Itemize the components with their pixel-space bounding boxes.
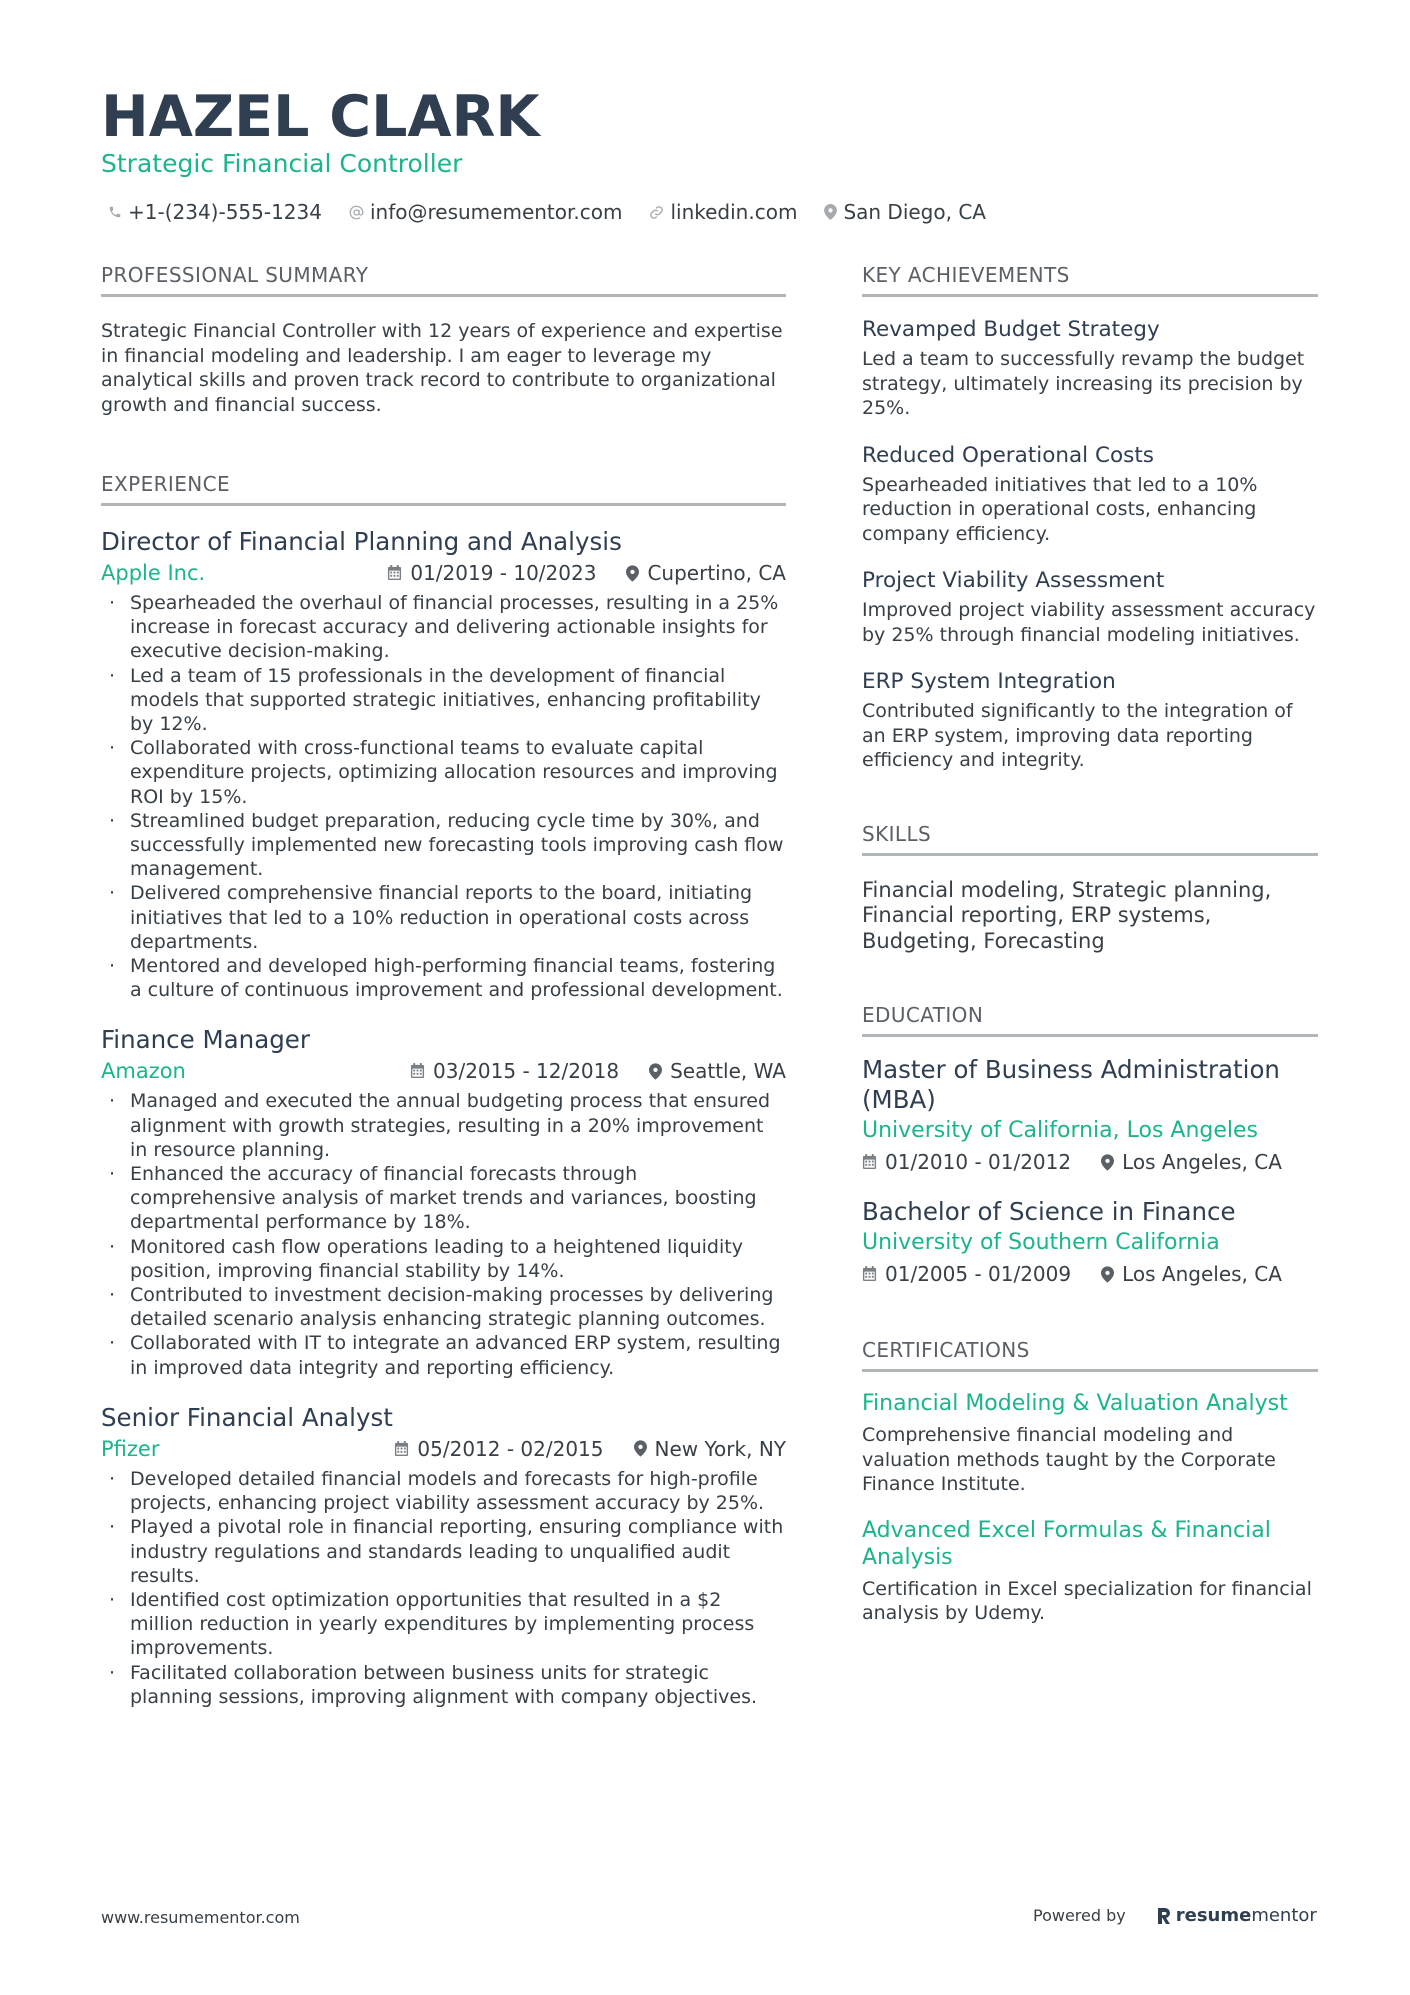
education-school: University of Southern California — [862, 1230, 1220, 1255]
job-bullet: · Facilitated collaboration between business units for strategic planning sessions, improving alignment with company objectives. — [101, 1661, 786, 1709]
summary-text: Strategic Financial Controller with 12 years of experience and expertise in financial modeling and leadership. I am eager to leverage my analytical skills and proven track record to contribute to organizational growth and financial success. — [101, 320, 783, 416]
job-title: Director of Financial Planning and Analysis — [101, 527, 622, 556]
job-meta — [101, 1434, 786, 1464]
calendar-icon — [862, 1266, 877, 1282]
education-dates — [862, 1150, 1071, 1174]
education-school: University of California, Los Angeles — [862, 1118, 1259, 1143]
job-bullet: · Collaborated with IT to integrate an advanced ERP system, resulting in improved data integrity and reporting efficiency. — [101, 1331, 786, 1379]
education-heading: EDUCATION — [862, 1002, 1318, 1037]
footer-powered-by — [1033, 1905, 1317, 1926]
job-location-text: New York, NY — [654, 1436, 786, 1461]
contact-phone — [108, 200, 322, 224]
location-icon — [1101, 1154, 1114, 1171]
education-degree: Master of Business Administration (MBA) — [862, 1055, 1280, 1114]
education-meta — [862, 1259, 1318, 1289]
job-bullet: · Streamlined budget preparation, reducing cycle time by 30%, and successfully implemented new forecasting tools improving cash flow management. — [101, 809, 786, 882]
location-icon — [824, 204, 837, 220]
achievement-desc: Led a team to successfully revamp the budget strategy, ultimately increasing its precision by 25%. — [862, 348, 1305, 419]
experience-section — [101, 471, 786, 1709]
job-location — [649, 1059, 786, 1083]
candidate-name: HAZEL CLARK — [101, 84, 540, 150]
at-icon — [349, 205, 364, 220]
contact-email-text: info@resumementor.com — [369, 200, 623, 224]
job-title: Finance Manager — [101, 1025, 310, 1055]
job-bullet: · Led a team of 15 professionals in the development of financial models that supported strategic initiatives, enhancing profitability by 12%. — [101, 664, 786, 737]
job-location — [626, 561, 786, 585]
achievement-title: Reduced Operational Costs — [862, 442, 1154, 468]
certification-desc: Comprehensive financial modeling and valuation methods taught by the Corporate Finance Institute. — [862, 1424, 1276, 1495]
contact-phone-text: +1-(234)-555-1234 — [128, 200, 322, 224]
calendar-icon — [862, 1154, 877, 1170]
job-location-text: Cupertino, CA — [647, 561, 786, 585]
summary-section — [101, 262, 786, 417]
location-icon — [634, 1440, 647, 1457]
location-icon — [1101, 1266, 1114, 1283]
contact-location-text: San Diego, CA — [843, 200, 986, 224]
resumementor-logo-icon — [1156, 1906, 1172, 1926]
education-meta — [862, 1147, 1318, 1177]
calendar-icon — [410, 1063, 425, 1079]
job-bullet: · Collaborated with cross-functional teams to evaluate capital expenditure projects, optimizing allocation resources and improving ROI by 15%. — [101, 736, 786, 809]
job-dates — [387, 561, 596, 585]
certifications-section — [862, 1337, 1318, 1626]
contact-email — [349, 200, 622, 224]
calendar-icon — [394, 1441, 409, 1457]
certification-item — [862, 1517, 1318, 1626]
certification-name: Advanced Excel Formulas & Financial Analysis — [862, 1517, 1271, 1570]
job-bullets — [101, 1089, 786, 1379]
education-location-text: Los Angeles, CA — [1122, 1150, 1282, 1174]
job-entry — [101, 1402, 786, 1709]
job-bullet: · Contributed to investment decision-making processes by delivering detailed scenario analysis enhancing strategic planning outcomes. — [101, 1283, 786, 1331]
achievement-title: Revamped Budget Strategy — [862, 317, 1160, 342]
job-meta — [101, 1056, 786, 1086]
phone-icon — [108, 205, 122, 219]
achievement-desc: Improved project viability assessment accuracy by 25% through financial modeling initiatives. — [862, 599, 1316, 646]
skills-section — [862, 821, 1318, 955]
job-dates — [410, 1059, 619, 1083]
education-item — [862, 1055, 1318, 1177]
job-meta — [101, 558, 786, 588]
job-bullet: · Mentored and developed high-performing financial teams, fostering a culture of continuous improvement and professional development. — [101, 954, 786, 1002]
job-bullet: · Spearheaded the overhaul of financial processes, resulting in a 25% increase in forecast accuracy and delivering actionable insights for executive decision-making. — [101, 591, 786, 664]
job-dates-text: 03/2015 - 12/2018 — [433, 1059, 620, 1084]
achievement-item — [862, 566, 1318, 647]
job-location — [634, 1437, 786, 1461]
achievement-item — [862, 315, 1318, 421]
job-bullet: · Delivered comprehensive financial reports to the board, initiating initiatives that led to a 10% reduction in operational costs across departments. — [101, 881, 786, 954]
achievement-desc: Spearheaded initiatives that led to a 10% reduction in operational costs, enhancing company efficiency. — [862, 473, 1258, 545]
job-bullet: · Identified cost optimization opportunities that resulted in a $2 million reduction in yearly expenditures by implementing process improvements. — [101, 1588, 786, 1661]
brand-logo — [1156, 1905, 1317, 1926]
left-column — [101, 262, 786, 1709]
education-dates-text: 01/2010 - 01/2012 — [885, 1150, 1072, 1174]
skills-list: Financial modeling, Strategic planning, Financial reporting, ERP systems, Budgeting, Forecasting — [862, 877, 1272, 953]
job-bullets — [101, 1467, 786, 1709]
powered-by-label: Powered by — [1033, 1906, 1126, 1925]
contact-linkedin — [649, 200, 797, 224]
job-company: Amazon — [101, 1059, 186, 1084]
achievement-item — [862, 667, 1318, 773]
brand-name-light: mentor — [1251, 1905, 1317, 1926]
education-location — [1101, 1150, 1282, 1174]
contact-bar — [108, 197, 1013, 227]
education-location-text: Los Angeles, CA — [1122, 1262, 1282, 1286]
job-company: Pfizer — [101, 1436, 160, 1461]
candidate-headline: Strategic Financial Controller — [101, 149, 463, 178]
achievement-title: ERP System Integration — [862, 669, 1116, 694]
job-bullet: · Monitored cash flow operations leading to a heightened liquidity position, improving financial stability by 14%. — [101, 1235, 786, 1283]
contact-location — [824, 200, 986, 224]
job-dates — [394, 1437, 603, 1461]
certification-name: Financial Modeling & Valuation Analyst — [862, 1391, 1288, 1416]
job-bullets — [101, 591, 786, 1002]
achievement-title: Project Viability Assessment — [862, 568, 1165, 593]
job-bullet: · Developed detailed financial models and forecasts for high-profile projects, enhancing project viability assessment accuracy by 25%. — [101, 1467, 786, 1515]
job-location-text: Seattle, WA — [670, 1059, 786, 1084]
job-bullet: · Enhanced the accuracy of financial forecasts through comprehensive analysis of market trends and variances, boosting departmental performance by 18%. — [101, 1162, 786, 1235]
achievements-heading: KEY ACHIEVEMENTS — [862, 262, 1318, 297]
calendar-icon — [387, 565, 402, 581]
job-title: Senior Financial Analyst — [101, 1402, 393, 1432]
job-company: Apple Inc. — [101, 561, 206, 585]
certifications-heading: CERTIFICATIONS — [862, 1337, 1318, 1372]
certification-item — [862, 1390, 1318, 1497]
job-dates-text: 01/2019 - 10/2023 — [410, 561, 597, 585]
job-entry — [101, 526, 786, 1002]
education-section — [862, 1002, 1318, 1289]
right-column — [862, 262, 1318, 1626]
experience-heading: EXPERIENCE — [101, 471, 786, 506]
skills-heading: SKILLS — [862, 821, 1318, 856]
contact-linkedin-text: linkedin.com — [670, 200, 798, 224]
achievement-desc: Contributed significantly to the integration of an ERP system, improving data reporting efficiency and integrity. — [862, 700, 1293, 771]
location-icon — [649, 1063, 662, 1080]
link-icon — [649, 205, 664, 220]
education-degree: Bachelor of Science in Finance — [862, 1197, 1236, 1226]
education-location — [1101, 1262, 1282, 1286]
achievements-section — [862, 262, 1318, 773]
job-dates-text: 05/2012 - 02/2015 — [417, 1436, 604, 1461]
education-item — [862, 1197, 1318, 1289]
job-bullet: · Played a pivotal role in financial reporting, ensuring compliance with industry regulations and standards leading to unqualified audit results. — [101, 1515, 786, 1588]
footer-website: www.resumementor.com — [101, 1908, 300, 1927]
education-dates — [862, 1262, 1071, 1286]
brand-name-bold: resume — [1175, 1905, 1252, 1926]
achievement-item — [862, 441, 1318, 547]
summary-heading: PROFESSIONAL SUMMARY — [101, 262, 786, 297]
job-bullet: · Managed and executed the annual budgeting process that ensured alignment with growth strategies, resulting in a 20% improvement in resource planning. — [101, 1089, 786, 1162]
job-entry — [101, 1024, 786, 1379]
location-icon — [626, 565, 639, 582]
education-dates-text: 01/2005 - 01/2009 — [885, 1262, 1072, 1286]
certification-desc: Certification in Excel specialization for financial analysis by Udemy. — [862, 1577, 1312, 1624]
